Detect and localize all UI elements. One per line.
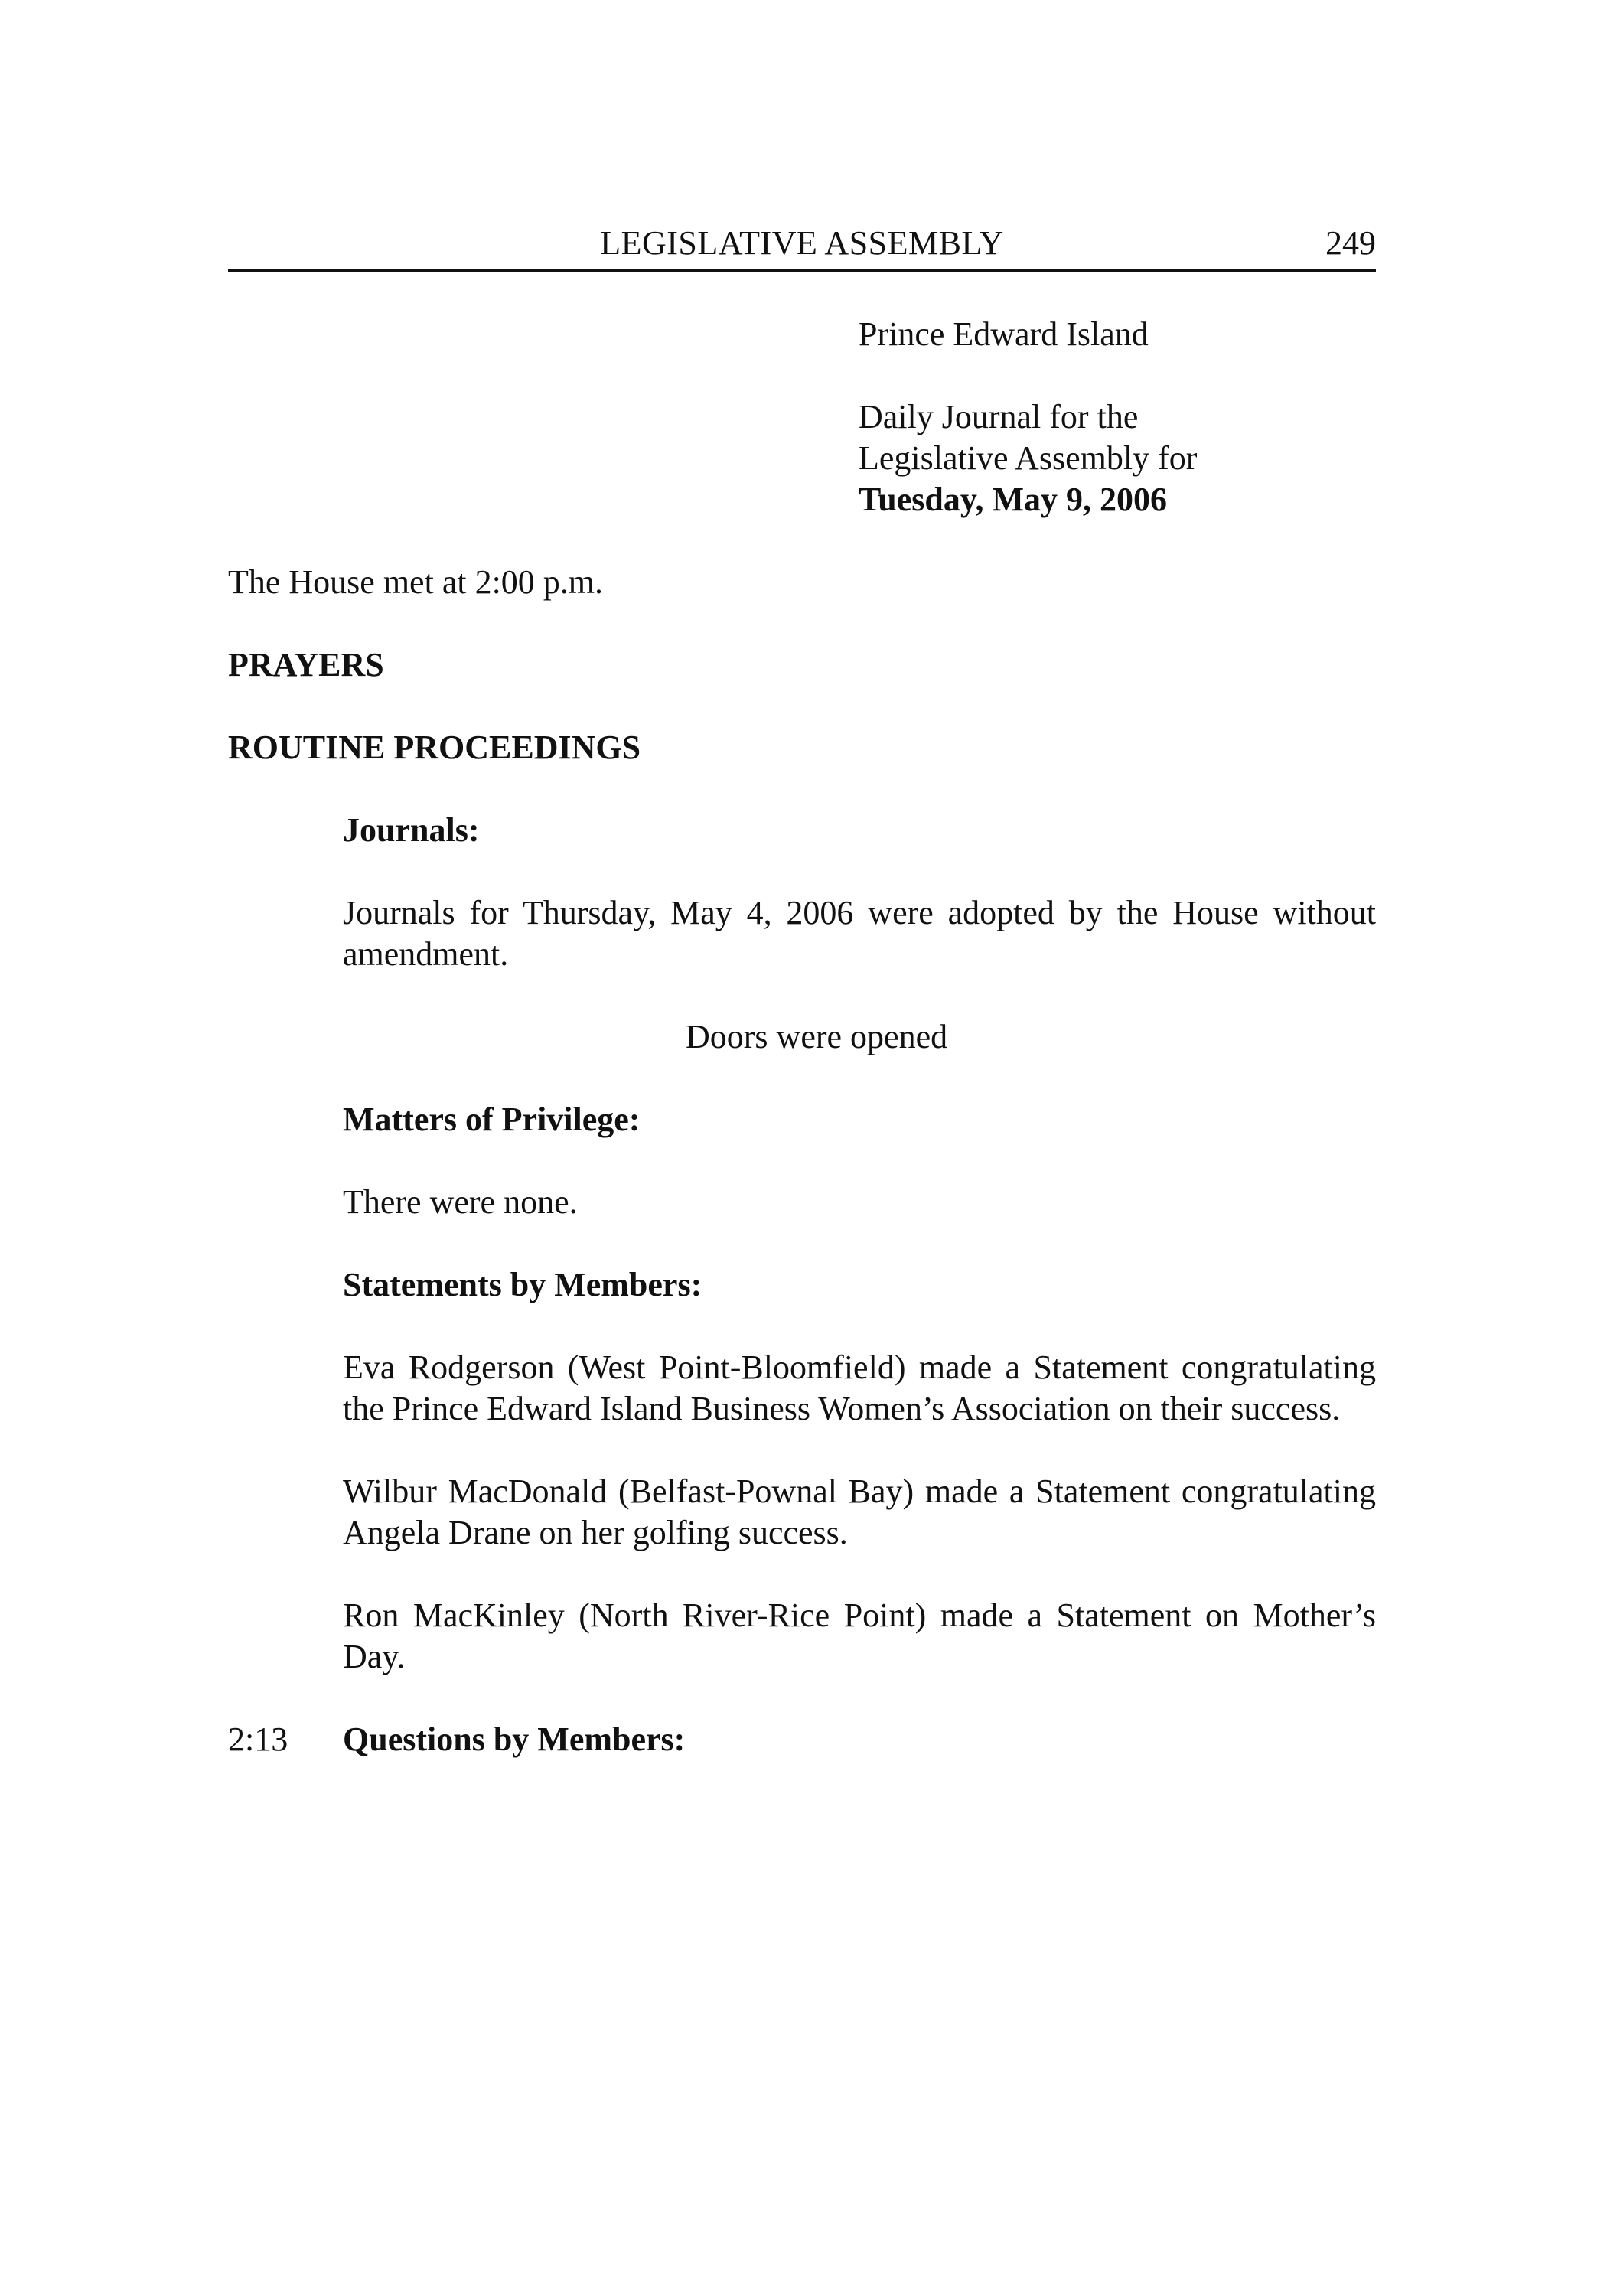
- statement-item: Eva Rodgerson (West Point-Bloomfield) made a Statement congratulating the Prince Edward Island Business Women’s Association on their success.: [343, 1349, 1376, 1427]
- routine-proceedings-heading: ROUTINE PROCEEDINGS: [228, 729, 641, 766]
- journals-heading: Journals:: [343, 811, 480, 849]
- questions-time: 2:13: [228, 1720, 288, 1758]
- privilege-text: There were none.: [343, 1183, 578, 1221]
- journal-date: Tuesday, May 9, 2006: [859, 481, 1168, 518]
- opening-line: The House met at 2:00 p.m.: [228, 563, 604, 601]
- prayers-heading: PRAYERS: [228, 646, 384, 683]
- statements-heading: Statements by Members:: [343, 1266, 702, 1303]
- privilege-heading: Matters of Privilege:: [343, 1101, 641, 1138]
- page-header: [228, 223, 1376, 272]
- province-name: Prince Edward Island: [859, 315, 1149, 353]
- statement-item: Ron MacKinley (North River-Rice Point) made a Statement on Mother’s Day.: [343, 1596, 1376, 1675]
- journals-paragraph: Journals for Thursday, May 4, 2006 were adopted by the House without amendment.: [343, 894, 1376, 973]
- journal-title-line2: Legislative Assembly for: [859, 439, 1198, 477]
- journal-title-line1: Daily Journal for the: [859, 398, 1139, 435]
- page-number: 249: [1325, 224, 1376, 262]
- statement-item: Wilbur MacDonald (Belfast-Pownal Bay) made a Statement congratulating Angela Drane on her golfing success.: [343, 1473, 1376, 1551]
- doors-opened-line: Doors were opened: [686, 1018, 948, 1055]
- questions-heading: Questions by Members:: [343, 1720, 686, 1758]
- header-title: LEGISLATIVE ASSEMBLY: [600, 224, 1004, 262]
